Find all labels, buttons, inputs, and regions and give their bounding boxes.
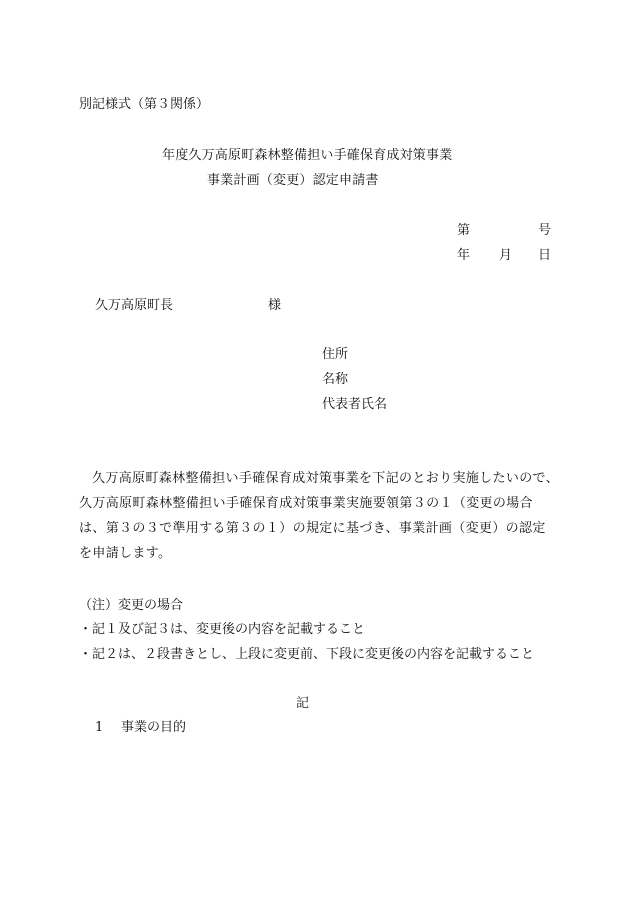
applicant-name-label: 名称: [322, 372, 349, 387]
document-number-prefix: 第: [457, 223, 471, 238]
form-label: 別記様式（第３関係）: [79, 97, 210, 112]
ki-heading: 記: [296, 696, 310, 711]
note-heading: （注）変更の場合: [79, 598, 184, 613]
applicant-address-label: 住所: [322, 347, 349, 362]
note-item: ・記１及び記３は、変更後の内容を記載すること: [79, 622, 366, 637]
item-number: 1: [95, 720, 104, 735]
body-paragraph: 久万高原町森林整備担い手確保育成対策事業を下記のとおり実施したいので、久万高原町森林整備担い手確保育成対策事業実施要領第３の１（変更の場合は、第３の３で準用する第３の１）の規定に基づき、事業計画（変更）の認定を申請します。: [79, 471, 559, 561]
document-title-line1: 年度久万高原町森林整備担い手確保育成対策事業: [162, 148, 453, 163]
document-title-line2: 事業計画（変更）認定申請書: [207, 173, 379, 188]
addressee-honorific: 様: [268, 298, 282, 313]
date-year-label: 年: [457, 248, 471, 263]
document-number-suffix: 号: [538, 223, 552, 238]
note-item: ・記２は、２段書きとし、上段に変更前、下段に変更後の内容を記載すること: [79, 647, 535, 662]
date-month-label: 月: [499, 248, 513, 263]
applicant-representative-label: 代表者氏名: [322, 397, 388, 412]
item-label: 事業の目的: [121, 720, 187, 735]
date-day-label: 日: [538, 248, 552, 263]
addressee-name: 久万高原町長: [95, 298, 174, 313]
